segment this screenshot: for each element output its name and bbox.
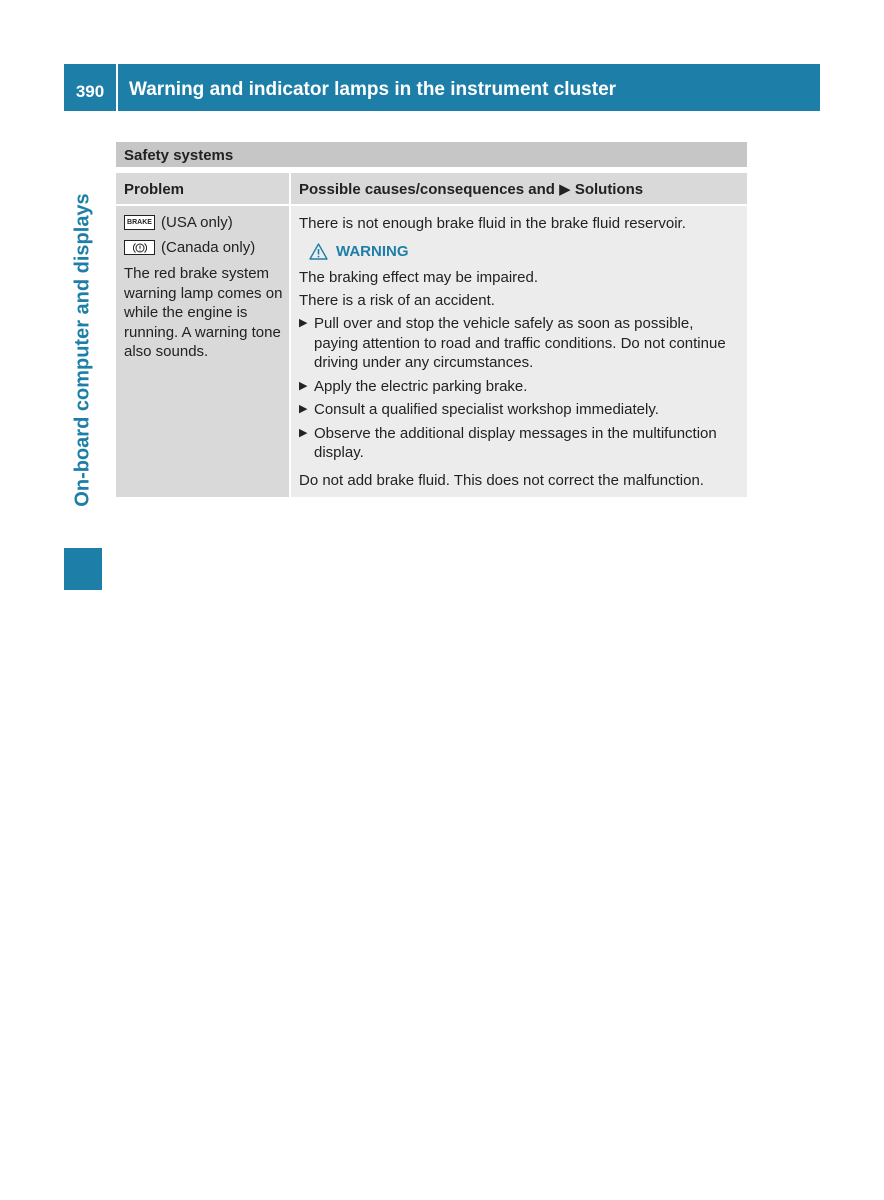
usa-only-label: (USA only) [161,214,233,231]
section-label: On-board computer and displays [71,193,94,507]
page-number: 390 [75,82,105,101]
table-title: Safety systems [116,142,747,167]
column-header-problem: Problem [116,173,289,204]
step-text: Observe the additional display messages in the multifunction display. [314,424,717,461]
list-item [299,424,741,463]
step-text: Apply the electric parking brake. [314,377,528,395]
note-text: Do not add brake fluid. This does not correct the malfunction. [299,471,704,489]
bullet-arrow-icon: ▶ [299,379,308,392]
cause-text: There is not enough brake fluid in the brake fluid reservoir. [299,215,686,232]
page-title: Warning and indicator lamps in the instrument cluster [129,79,617,100]
column-header-solution: Possible causes/consequences and ▶ Solutions [289,173,747,204]
canada-only-label: (Canada only) [161,239,256,256]
lamp-usa [124,214,285,231]
brake-warning-circle-icon [124,240,155,255]
problem-cell [116,206,289,497]
table-header-row [116,173,747,204]
warning-text-2: There is a risk of an accident. [299,292,495,309]
header-divider [116,64,118,111]
list-item [299,314,741,373]
solution-cell [289,206,747,497]
warning-text-1: The braking effect may be impaired. [299,269,539,286]
brake-lamp-icon: BRAKE [124,215,155,230]
step-text: Consult a qualified specialist workshop immediately. [314,401,659,418]
warning-triangle-icon [309,243,328,260]
problem-description: The red brake system warning lamp comes on while the engine is running. A warning tone also sounds. [124,265,283,360]
warning-label: WARNING [336,243,409,260]
bullet-arrow-icon: ▶ [299,317,308,329]
warning-heading [309,243,741,260]
bullet-arrow-icon: ▶ [299,426,308,439]
safety-systems-table [116,142,747,497]
step-text: Pull over and stop the vehicle safely as soon as possible, paying attention to road and traffic conditions. Do not continue driving under any circumstances. [314,315,726,371]
lamp-canada [124,239,285,256]
bullet-arrow-icon: ▶ [299,403,308,415]
table-row [116,206,747,497]
list-item [299,377,741,397]
list-item [299,400,741,420]
section-marker-block [64,548,102,590]
page-header [64,64,820,111]
section-side-tab [64,150,102,550]
